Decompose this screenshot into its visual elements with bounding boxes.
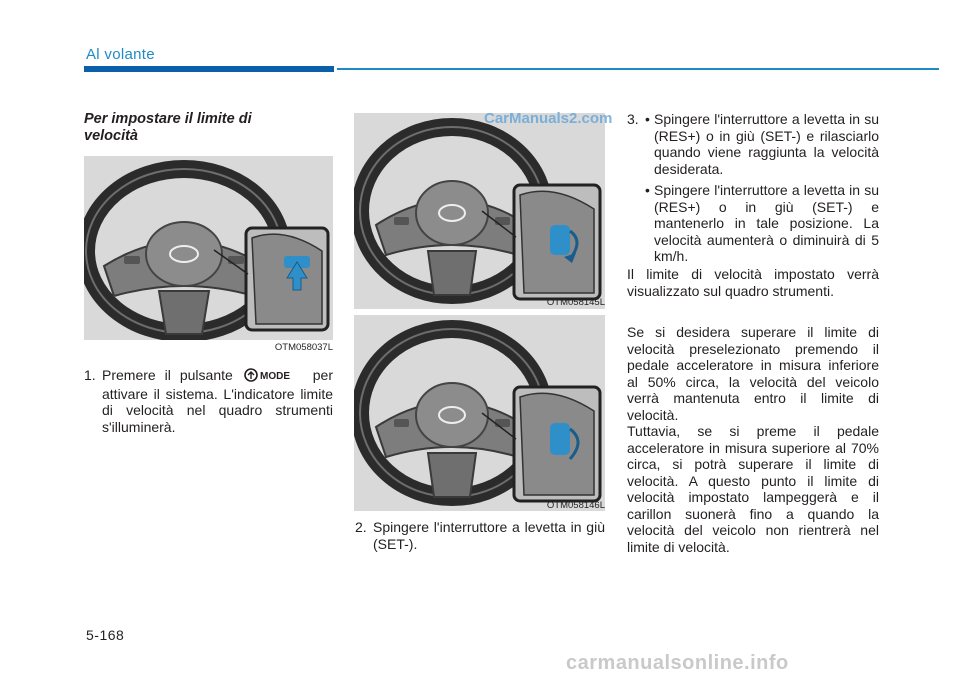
header-rule-light [337, 68, 939, 70]
bullet-item: • Spingere l'interruttore a levetta in su (RES+) o in giù (SET-) e rilasciarlo quando viene raggiunta la velocità desiderata. [645, 111, 879, 177]
figure-caption: OTM058145L [546, 297, 605, 308]
steering-wheel-illustration [354, 113, 605, 309]
step-3 [627, 111, 879, 265]
section-title: Al volante [86, 46, 155, 63]
figure-steering-wheel-lever-down [354, 113, 605, 309]
step-2 [355, 519, 605, 552]
watermark: carmanualsonline.info [566, 652, 789, 674]
paragraph: Tuttavia, se si preme il pedale acceleratore in misura superiore al 70% circa, si potrà superare il limite di velocità. A questo punto il limite di velocità impostato lampeggerà e il carillon suonerà fino a quando la velocità del veicolo non rientrerà nel limite di velocità. [627, 423, 879, 555]
steering-wheel-illustration [84, 156, 333, 340]
step-text: Premere il pulsante MODE per attivare il sistema. L'indicatore limite di velocità nel quadro strumenti s'illuminerà. [102, 367, 333, 435]
step-text: Spingere l'interruttore a levetta in giù (SET-). [373, 519, 605, 552]
step-number: 1. [84, 367, 96, 383]
figure-steering-wheel-mode-button [84, 156, 333, 340]
paragraph: Se si desidera superare il limite di velocità preselezionato premendo il pedale acceleratore in misura inferiore al 50% circa, la velocità del veicolo verrà mantenuta entro il limite di velocità. [627, 324, 879, 423]
page-number: 5-168 [86, 627, 125, 643]
watermark: CarManuals2.com [484, 110, 613, 127]
driving-assist-mode-button-icon [244, 368, 302, 386]
paragraph: Il limite di velocità impostato verrà visualizzato sul quadro strumenti. [627, 266, 879, 299]
figure-caption: OTM058037L [274, 342, 333, 353]
step-number: 3. [627, 111, 639, 127]
steering-wheel-illustration [354, 315, 605, 511]
figure-steering-wheel-lever-hold [354, 315, 605, 511]
figure-caption: OTM058146L [546, 500, 605, 511]
step-1 [84, 367, 333, 435]
header-rule-dark [84, 66, 334, 72]
bullet-item: • Spingere l'interruttore a levetta in su (RES+) o in giù (SET-) e mantenerlo in tale posizione. La velocità aumenterà o diminuirà di 5 km/h. [645, 182, 879, 264]
mode-button-label: MODE [259, 371, 290, 382]
section-heading: Per impostare il limite di velocità [84, 111, 252, 144]
step-number: 2. [355, 519, 367, 535]
